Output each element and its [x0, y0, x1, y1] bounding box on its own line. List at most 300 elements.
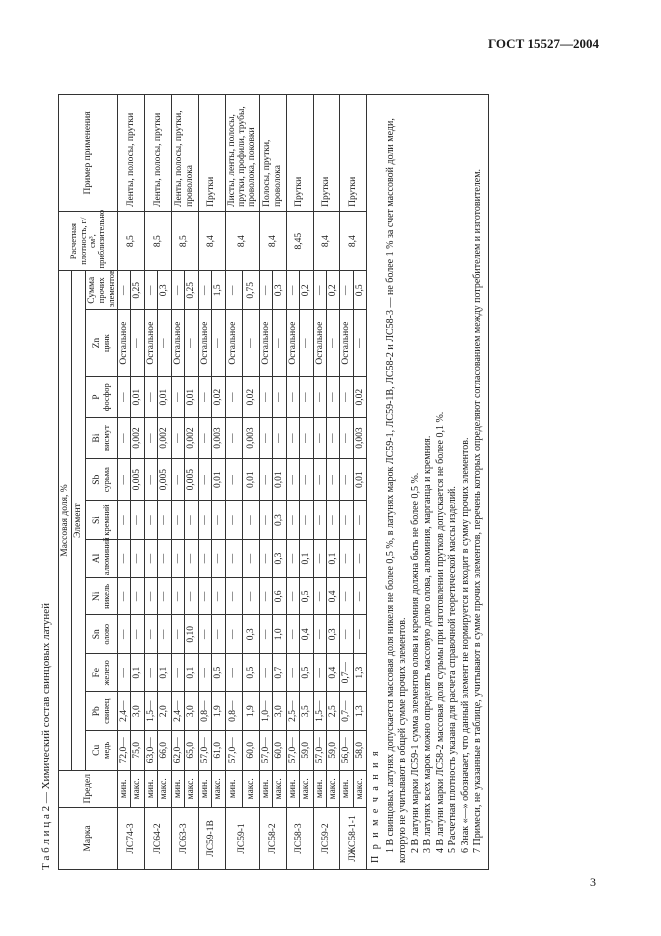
- value-cell: 1,0: [273, 615, 286, 653]
- value-cell: 0,4: [327, 653, 340, 691]
- value-cell: Остальное: [225, 310, 242, 377]
- value-cell: —: [171, 578, 184, 615]
- value-cell: —: [313, 271, 326, 310]
- element-name: олово: [100, 623, 111, 645]
- application-cell: Прутки: [286, 95, 313, 212]
- value-cell: —: [118, 377, 131, 418]
- header-element: Элемент: [72, 271, 85, 770]
- density-cell: 8,5: [144, 211, 171, 271]
- density-cell: 8,4: [340, 211, 367, 271]
- density-cell: 8,4: [225, 211, 259, 271]
- element-symbol: Bi: [91, 433, 102, 443]
- value-cell: 56,0—: [340, 730, 353, 770]
- value-cell: 0,003: [353, 418, 366, 459]
- document-header: ГОСТ 15527—2004: [487, 36, 599, 51]
- note-item: 6 Знак «—» обозначает, что данный элемент не нормируется и входит в сумму прочих элементов.: [459, 437, 471, 853]
- value-cell: —: [300, 459, 313, 501]
- value-cell: —: [286, 459, 299, 501]
- limit-min: мин.: [198, 770, 211, 807]
- note-item: 4 В латуни марки ЛС58-2 массовая доля сурьмы при изготовлении прутков допускается не более 0,1 %.: [434, 411, 446, 853]
- element-symbol: Fe: [91, 667, 102, 678]
- value-cell: —: [144, 271, 157, 310]
- value-cell: 0,1: [300, 539, 313, 577]
- header-element-9: [85, 377, 117, 418]
- value-cell: 0,002: [185, 418, 198, 459]
- value-cell: 0,01: [185, 377, 198, 418]
- value-cell: —: [340, 271, 353, 310]
- value-cell: —: [118, 578, 131, 615]
- limit-max: макс.: [185, 770, 198, 807]
- value-cell: —: [144, 377, 157, 418]
- density-cell: 8,45: [286, 211, 313, 271]
- table-row: [259, 95, 272, 870]
- value-cell: 0,002: [131, 418, 144, 459]
- limit-min: мин.: [340, 770, 353, 807]
- header-element-0: [85, 730, 117, 770]
- value-cell: 0,01: [212, 459, 225, 501]
- value-cell: —: [313, 615, 326, 653]
- limit-max: макс.: [273, 770, 286, 807]
- value-cell: —: [313, 377, 326, 418]
- value-cell: —: [171, 418, 184, 459]
- value-cell: 0,3: [273, 501, 286, 539]
- value-cell: Остальное: [286, 310, 299, 377]
- value-cell: 59,0: [300, 730, 313, 770]
- value-cell: 0,3: [158, 271, 171, 310]
- notes-title: П р и м е ч а н и я: [370, 749, 382, 863]
- value-cell: —: [327, 377, 340, 418]
- value-cell: —: [259, 653, 272, 691]
- density-cell: 8,4: [313, 211, 340, 271]
- value-cell: —: [273, 377, 286, 418]
- value-cell: 60,0: [273, 730, 286, 770]
- element-symbol: Zn: [91, 337, 102, 349]
- limit-max: макс.: [212, 770, 225, 807]
- value-cell: —: [259, 615, 272, 653]
- value-cell: 1,9: [212, 692, 225, 730]
- value-cell: —: [313, 653, 326, 691]
- value-cell: —: [131, 501, 144, 539]
- value-cell: 57,0—: [259, 730, 272, 770]
- value-cell: —: [144, 539, 157, 577]
- value-cell: —: [225, 459, 242, 501]
- value-cell: 0,8—: [225, 692, 242, 730]
- limit-min: мин.: [313, 770, 326, 807]
- element-name: алюминий: [100, 537, 111, 576]
- value-cell: 0,4: [327, 578, 340, 615]
- value-cell: 0,75: [242, 271, 259, 310]
- value-cell: —: [118, 539, 131, 577]
- value-cell: Остальное: [144, 310, 157, 377]
- limit-max: макс.: [327, 770, 340, 807]
- value-cell: 0,003: [242, 418, 259, 459]
- value-cell: —: [286, 501, 299, 539]
- value-cell: —: [259, 377, 272, 418]
- value-cell: 0,5: [300, 578, 313, 615]
- value-cell: 1,9: [242, 692, 259, 730]
- value-cell: —: [340, 418, 353, 459]
- value-cell: 0,005: [185, 459, 198, 501]
- value-cell: —: [300, 501, 313, 539]
- alloy-grade: ЛС59-2: [313, 807, 340, 869]
- element-symbol: Sb: [91, 474, 102, 485]
- value-cell: 0,5: [353, 271, 366, 310]
- value-cell: —: [286, 377, 299, 418]
- value-cell: 1,0—: [259, 692, 272, 730]
- value-cell: 3,5: [300, 692, 313, 730]
- value-cell: —: [340, 459, 353, 501]
- value-cell: 62,0—: [171, 730, 184, 770]
- value-cell: —: [144, 459, 157, 501]
- table-row: [118, 95, 131, 870]
- page-number: 3: [590, 875, 596, 889]
- value-cell: 0,02: [212, 377, 225, 418]
- alloy-grade: ЛС58-2: [259, 807, 286, 869]
- value-cell: —: [144, 501, 157, 539]
- note-item: 5 Расчетная плотность указана для расчета справочной теоретической массы изделий.: [447, 486, 459, 853]
- limit-max: макс.: [353, 770, 366, 807]
- value-cell: 0,7—: [340, 653, 353, 691]
- value-cell: Остальное: [198, 310, 211, 377]
- value-cell: —: [198, 539, 211, 577]
- value-cell: —: [259, 459, 272, 501]
- value-cell: —: [185, 310, 198, 377]
- value-cell: 60,0: [242, 730, 259, 770]
- value-cell: —: [212, 310, 225, 377]
- value-cell: —: [300, 377, 313, 418]
- value-cell: 0,02: [242, 377, 259, 418]
- header-mass-fraction: Массовая доля, %: [59, 271, 72, 770]
- value-cell: 0,3: [242, 615, 259, 653]
- limit-min: мин.: [259, 770, 272, 807]
- application-cell: Прутки: [313, 95, 340, 212]
- value-cell: —: [118, 615, 131, 653]
- value-cell: Остальное: [313, 310, 326, 377]
- value-cell: —: [158, 578, 171, 615]
- element-symbol: Ni: [91, 591, 102, 602]
- limit-min: мин.: [286, 770, 299, 807]
- value-cell: 0,2: [300, 271, 313, 310]
- value-cell: —: [198, 653, 211, 691]
- value-cell: Остальное: [118, 310, 131, 377]
- table-row: [144, 95, 157, 870]
- value-cell: Остальное: [171, 310, 184, 377]
- element-symbol: Cu: [91, 744, 102, 756]
- value-cell: —: [340, 615, 353, 653]
- value-cell: —: [313, 459, 326, 501]
- table-row: [340, 95, 353, 870]
- value-cell: —: [144, 653, 157, 691]
- table-row: [171, 95, 184, 870]
- element-symbol: P: [91, 394, 102, 400]
- density-cell: 8,5: [171, 211, 198, 271]
- table-row: [313, 95, 326, 870]
- composition-table: [58, 94, 489, 870]
- alloy-grade: ЛС63-3: [171, 807, 198, 869]
- alloy-grade: ЛЖС58-1-1: [340, 807, 367, 869]
- value-cell: 0,005: [131, 459, 144, 501]
- value-cell: —: [171, 377, 184, 418]
- table-caption: Т а б л и ц а 2 — Химический состав свинцовых латуней: [40, 603, 52, 870]
- value-cell: —: [259, 271, 272, 310]
- note-item: 2 В латуни марки ЛС59-1 сумма элементов олова и кремния должна быть не более 0,5 %.: [409, 472, 421, 853]
- value-cell: —: [242, 310, 259, 377]
- value-cell: —: [286, 653, 299, 691]
- value-cell: 0,01: [273, 459, 286, 501]
- value-cell: —: [131, 310, 144, 377]
- value-cell: —: [259, 578, 272, 615]
- element-name: сурьма: [100, 467, 111, 493]
- element-name: цинк: [100, 334, 111, 353]
- value-cell: 0,02: [353, 377, 366, 418]
- value-cell: 57,0—: [198, 730, 211, 770]
- value-cell: 0,01: [353, 459, 366, 501]
- value-cell: —: [327, 459, 340, 501]
- value-cell: —: [171, 459, 184, 501]
- value-cell: —: [225, 578, 242, 615]
- value-cell: 0,25: [131, 271, 144, 310]
- alloy-grade: ЛС59-1: [225, 807, 259, 869]
- density-cell: 8,5: [118, 211, 145, 271]
- header-marka: Марка: [59, 807, 118, 869]
- value-cell: 0,2: [327, 271, 340, 310]
- value-cell: —: [340, 539, 353, 577]
- header-element-8: [85, 418, 117, 459]
- value-cell: —: [158, 615, 171, 653]
- value-cell: 0,3: [273, 271, 286, 310]
- value-cell: Остальное: [340, 310, 353, 377]
- header-predel: Предел: [59, 770, 118, 807]
- value-cell: —: [118, 418, 131, 459]
- alloy-grade: ЛС59-1В: [198, 807, 225, 869]
- value-cell: 75,0: [131, 730, 144, 770]
- value-cell: 1,3: [353, 692, 366, 730]
- value-cell: —: [131, 615, 144, 653]
- value-cell: —: [198, 578, 211, 615]
- limit-max: макс.: [300, 770, 313, 807]
- value-cell: —: [313, 539, 326, 577]
- value-cell: —: [286, 578, 299, 615]
- value-cell: —: [118, 459, 131, 501]
- value-cell: 2,5—: [286, 692, 299, 730]
- table-row: [198, 95, 211, 870]
- value-cell: 0,5: [212, 653, 225, 691]
- application-cell: Ленты, полосы, прутки: [118, 95, 145, 212]
- value-cell: 0,25: [185, 271, 198, 310]
- rotated-table-block: [40, 94, 580, 870]
- value-cell: 65,0: [185, 730, 198, 770]
- value-cell: 0,1: [327, 539, 340, 577]
- value-cell: 2,5: [327, 692, 340, 730]
- value-cell: —: [212, 501, 225, 539]
- value-cell: —: [225, 615, 242, 653]
- value-cell: —: [300, 418, 313, 459]
- value-cell: —: [242, 539, 259, 577]
- header-density: Расчетная плотность, г/см³, приблизительно: [59, 211, 118, 271]
- value-cell: 59,0: [327, 730, 340, 770]
- value-cell: —: [259, 418, 272, 459]
- value-cell: 1,3: [353, 653, 366, 691]
- note-item: 3 В латунях всех марок можно определять массовую долю олова, алюминия, марганца и кремния.: [422, 435, 434, 853]
- value-cell: —: [340, 377, 353, 418]
- value-cell: 0,01: [131, 377, 144, 418]
- value-cell: —: [225, 539, 242, 577]
- value-cell: 3,0: [273, 692, 286, 730]
- header-element-6: [85, 501, 117, 539]
- value-cell: —: [225, 501, 242, 539]
- value-cell: —: [198, 459, 211, 501]
- element-name: медь: [100, 741, 111, 759]
- note-item: 7 Примеси, не указанные в таблице, учитывают в сумме прочих элементов, перечень которых определяют согласованием между потребителем и изготовителем.: [472, 168, 484, 853]
- value-cell: 61,0: [212, 730, 225, 770]
- value-cell: —: [327, 310, 340, 377]
- value-cell: 2,0: [158, 692, 171, 730]
- element-name: прочих элементов: [96, 270, 116, 308]
- value-cell: 57,0—: [225, 730, 242, 770]
- note-item: 1 В свинцовых латунях допускается массовая доля никеля не более 0,5 %, в латунях марок ЛС59-1, ЛС59-1В, ЛС58-2 и ЛС58-3 — не более 1 % за счет массовой доли меди, которую не учитывают в общей сумме прочих элементов.: [384, 118, 409, 863]
- element-symbol: Sn: [91, 629, 102, 640]
- header-element-11: [85, 271, 117, 310]
- header-element-1: [85, 692, 117, 730]
- value-cell: —: [144, 418, 157, 459]
- value-cell: —: [198, 418, 211, 459]
- table-row: [286, 95, 299, 870]
- application-cell: Ленты, полосы, прутки, проволока: [171, 95, 198, 212]
- value-cell: —: [313, 578, 326, 615]
- value-cell: 0,1: [158, 653, 171, 691]
- application-cell: Листы, ленты, полосы, прутки, профили, трубы, проволока, поковки: [225, 95, 259, 212]
- value-cell: —: [171, 539, 184, 577]
- value-cell: —: [225, 271, 242, 310]
- limit-min: мин.: [144, 770, 157, 807]
- value-cell: 0,4: [300, 615, 313, 653]
- value-cell: —: [185, 578, 198, 615]
- element-symbol: Si: [91, 516, 102, 524]
- value-cell: —: [353, 578, 366, 615]
- application-cell: Ленты, полосы, прутки: [144, 95, 171, 212]
- value-cell: —: [198, 615, 211, 653]
- value-cell: —: [242, 501, 259, 539]
- header-application: Пример применения: [59, 95, 118, 212]
- limit-min: мин.: [118, 770, 131, 807]
- value-cell: —: [353, 310, 366, 377]
- value-cell: —: [340, 578, 353, 615]
- value-cell: 1,5—: [313, 692, 326, 730]
- value-cell: —: [313, 501, 326, 539]
- value-cell: —: [158, 501, 171, 539]
- value-cell: —: [225, 377, 242, 418]
- value-cell: —: [131, 539, 144, 577]
- value-cell: —: [286, 418, 299, 459]
- header-element-5: [85, 539, 117, 577]
- value-cell: —: [242, 578, 259, 615]
- value-cell: 0,005: [158, 459, 171, 501]
- value-cell: 0,5: [242, 653, 259, 691]
- value-cell: —: [273, 310, 286, 377]
- value-cell: —: [118, 271, 131, 310]
- value-cell: —: [212, 615, 225, 653]
- value-cell: 0,01: [242, 459, 259, 501]
- value-cell: 1,5—: [144, 692, 157, 730]
- element-symbol: Al: [91, 553, 102, 564]
- value-cell: 0,6: [273, 578, 286, 615]
- value-cell: 3,0: [131, 692, 144, 730]
- header-element-7: [85, 459, 117, 501]
- value-cell: —: [259, 539, 272, 577]
- limit-max: макс.: [158, 770, 171, 807]
- limit-min: мин.: [171, 770, 184, 807]
- header-element-3: [85, 615, 117, 653]
- value-cell: 57,0—: [286, 730, 299, 770]
- value-cell: 3,0: [185, 692, 198, 730]
- value-cell: —: [118, 501, 131, 539]
- limit-max: макс.: [242, 770, 259, 807]
- header-element-10: [85, 310, 117, 377]
- application-cell: Прутки: [340, 95, 367, 212]
- value-cell: —: [353, 615, 366, 653]
- value-cell: 0,3: [327, 615, 340, 653]
- element-name: железо: [100, 660, 111, 686]
- element-name: фосфор: [100, 383, 111, 412]
- value-cell: 0,7: [273, 653, 286, 691]
- value-cell: —: [225, 653, 242, 691]
- alloy-grade: ЛС64-2: [144, 807, 171, 869]
- value-cell: 72,0—: [118, 730, 131, 770]
- value-cell: —: [158, 310, 171, 377]
- value-cell: —: [353, 501, 366, 539]
- application-cell: Прутки: [198, 95, 225, 212]
- element-name: кремний: [100, 504, 111, 536]
- value-cell: —: [131, 578, 144, 615]
- element-name: никель: [100, 583, 111, 609]
- value-cell: —: [198, 501, 211, 539]
- value-cell: —: [273, 418, 286, 459]
- value-cell: —: [286, 539, 299, 577]
- header-element-2: [85, 653, 117, 691]
- limit-min: мин.: [225, 770, 242, 807]
- value-cell: —: [300, 310, 313, 377]
- value-cell: —: [327, 418, 340, 459]
- value-cell: —: [171, 615, 184, 653]
- value-cell: 0,01: [158, 377, 171, 418]
- element-name: висмут: [100, 425, 111, 451]
- value-cell: 0,3: [273, 539, 286, 577]
- value-cell: 58,0: [353, 730, 366, 770]
- value-cell: —: [212, 578, 225, 615]
- value-cell: —: [171, 653, 184, 691]
- value-cell: 2,4—: [118, 692, 131, 730]
- density-cell: 8,4: [259, 211, 286, 271]
- value-cell: —: [353, 539, 366, 577]
- notes-cell: [367, 95, 489, 870]
- value-cell: —: [118, 653, 131, 691]
- value-cell: 0,5: [300, 653, 313, 691]
- value-cell: —: [144, 578, 157, 615]
- value-cell: 63,0—: [144, 730, 157, 770]
- value-cell: —: [144, 615, 157, 653]
- value-cell: —: [212, 539, 225, 577]
- value-cell: —: [198, 271, 211, 310]
- element-name: свинец: [100, 698, 111, 724]
- value-cell: 0,10: [185, 615, 198, 653]
- density-cell: 8,4: [198, 211, 225, 271]
- value-cell: —: [185, 539, 198, 577]
- value-cell: —: [313, 418, 326, 459]
- value-cell: —: [286, 271, 299, 310]
- value-cell: 57,0—: [313, 730, 326, 770]
- value-cell: 0,8—: [198, 692, 211, 730]
- value-cell: —: [185, 501, 198, 539]
